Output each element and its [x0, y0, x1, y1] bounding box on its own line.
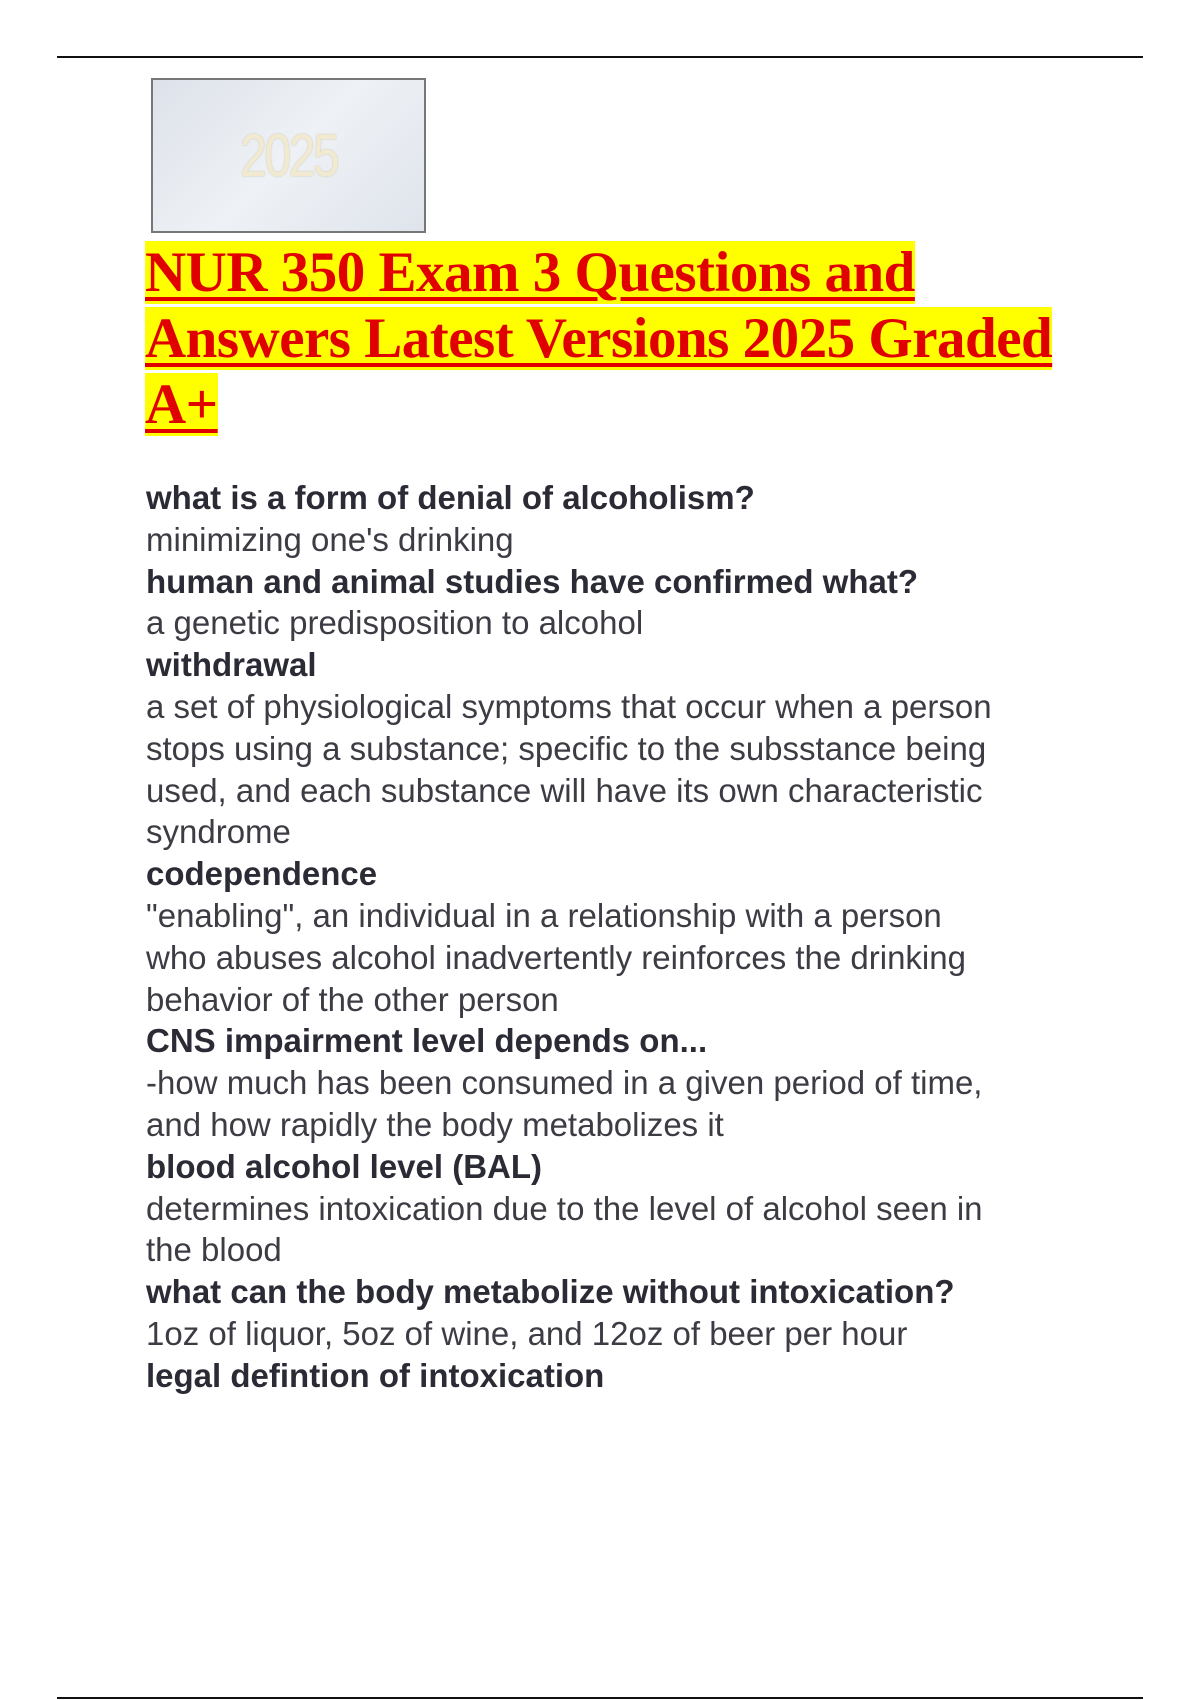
question-text: human and animal studies have confirmed what? — [146, 562, 918, 600]
question-text: legal defintion of intoxication — [146, 1356, 605, 1394]
answer-text: used, and each substance will have its own characteristic — [146, 771, 983, 809]
question-text: codependence — [146, 855, 378, 893]
question-text: blood alcohol level (BAL) — [146, 1147, 543, 1185]
qa-item — [146, 561, 1146, 645]
title-line: Answers Latest Versions 2025 Graded — [145, 307, 1053, 370]
qa-item — [146, 1271, 1146, 1355]
answer-text: -how much has been consumed in a given period of time, — [146, 1064, 983, 1102]
cover-image-text: 2025 — [239, 122, 338, 189]
footer-rule — [57, 1697, 1143, 1699]
question-text: what can the body metabolize without intoxication? — [146, 1273, 955, 1311]
qa-item — [146, 644, 1146, 853]
answer-text: determines intoxication due to the level of alcohol seen in — [146, 1189, 983, 1227]
cover-image — [151, 78, 426, 233]
document-title — [145, 240, 1095, 438]
qa-item — [146, 1355, 1146, 1397]
title-line: NUR 350 Exam 3 Questions and — [145, 241, 915, 304]
qa-item — [146, 1020, 1146, 1145]
title-line: A+ — [145, 373, 218, 436]
answer-text: a set of physiological symptoms that occur when a person — [146, 687, 992, 725]
qa-item — [146, 1146, 1146, 1271]
qa-item — [146, 853, 1146, 1020]
question-text: what is a form of denial of alcoholism? — [146, 479, 755, 516]
answer-text: stops using a substance; specific to the subsstance being — [146, 729, 987, 767]
question-text: CNS impairment level depends on... — [146, 1022, 708, 1060]
answer-text: a genetic predisposition to alcohol — [146, 604, 644, 642]
answer-text: minimizing one's drinking — [146, 520, 514, 558]
answer-text: 1oz of liquor, 5oz of wine, and 12oz of beer per hour — [146, 1314, 908, 1352]
answer-text: behavior of the other person — [146, 980, 559, 1018]
question-answer-list — [146, 477, 1146, 1397]
qa-item — [146, 477, 1146, 561]
answer-text: "enabling", an individual in a relationship with a person — [146, 896, 942, 934]
question-text: withdrawal — [146, 646, 317, 684]
answer-text: syndrome — [146, 813, 291, 851]
header-rule — [57, 56, 1143, 58]
answer-text: the blood — [146, 1231, 282, 1269]
answer-text: and how rapidly the body metabolizes it — [146, 1105, 724, 1143]
answer-text: who abuses alcohol inadvertently reinforces the drinking — [146, 938, 966, 976]
